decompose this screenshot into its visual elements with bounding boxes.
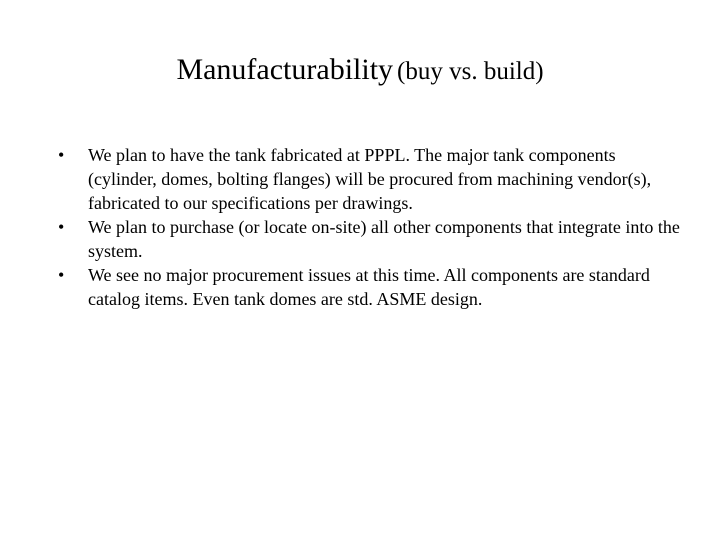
- bullet-text: We see no major procurement issues at this time. All components are standard catalog items. Even tank domes are std. ASME design.: [88, 265, 650, 309]
- bullet-item: [58, 215, 688, 263]
- bullet-item: [58, 263, 688, 311]
- bullet-marker: •: [58, 265, 65, 285]
- bullet-text: We plan to have the tank fabricated at PPPL. The major tank components (cylinder, domes, bolting flanges) will be procured from machining vendor(s), fabricated to our specifications per drawings.: [88, 145, 652, 213]
- title-main: Manufacturability: [176, 53, 394, 86]
- title-subtitle: (buy vs. build): [397, 58, 544, 85]
- bullet-marker: •: [58, 217, 65, 237]
- bullet-marker: •: [58, 145, 65, 165]
- bullet-item: [58, 143, 688, 215]
- bullet-text: We plan to purchase (or locate on-site) all other components that integrate into the system.: [88, 217, 680, 261]
- bullet-list: [58, 143, 688, 311]
- slide-title: [0, 53, 720, 87]
